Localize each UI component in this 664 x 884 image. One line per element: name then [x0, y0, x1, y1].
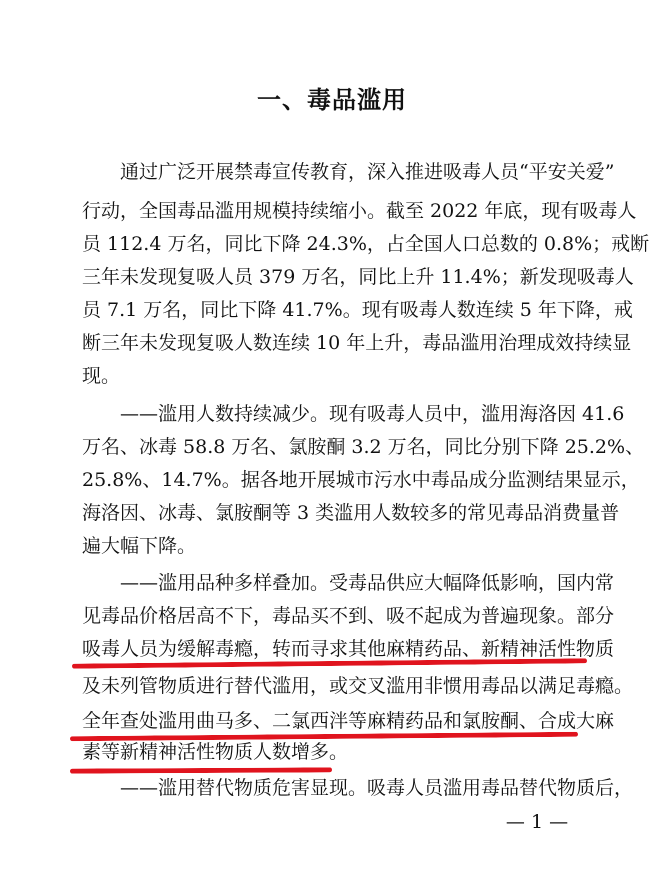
paragraph-1-line-7: 现。 [82, 365, 121, 387]
paragraph-2-line-2: 万名、冰毒 58.8 万名、氯胺酮 3.2 万名，同比分别下降 25.2%、 [82, 436, 645, 458]
paragraph-1-line-2: 行动，全国毒品滥用规模持续缩小。截至 2022 年底，现有吸毒人 [82, 200, 637, 222]
paragraph-3-line-4: 及未列管物质进行替代滥用，或交叉滥用非惯用毒品以满足毒瘾。 [82, 675, 634, 697]
paragraph-2-line-1: ——滥用人数持续减少。现有吸毒人员中，滥用海洛因 41.6 [120, 403, 625, 425]
paragraph-4-line-1: ——滥用替代物质危害显现。吸毒人员滥用毒品替代物质后， [120, 777, 634, 799]
paragraph-3-line-5: 全年查处滥用曲马多、二氯西泮等麻精药品和氯胺酮、合成大麻 [82, 710, 615, 732]
paragraph-1-line-5: 员 7.1 万名，同比下降 41.7%。现有吸毒人数连续 5 年下降，戒 [82, 299, 633, 321]
paragraph-1-line-4: 三年未发现复吸人员 379 万名，同比上升 11.4%；新发现吸毒人 [82, 266, 634, 288]
paragraph-3-line-3: 吸毒人员为缓解毒瘾，转而寻求其他麻精药品、新精神活性物质 [82, 638, 615, 660]
paragraph-1-line-3: 员 112.4 万名，同比下降 24.3%，占全国人口总数的 0.8%；戒断 [82, 233, 650, 255]
paragraph-2-line-5: 遍大幅下降。 [82, 535, 197, 557]
paragraph-3-line-2: 见毒品价格居高不下，毒品买不到、吸不起成为普遍现象。部分 [82, 605, 615, 627]
paragraph-1-line-6: 断三年未发现复吸人数连续 10 年上升，毒品滥用治理成效持续显 [82, 332, 632, 354]
paragraph-2-line-4: 海洛因、冰毒、氯胺酮等 3 类滥用人数较多的常见毒品消费量普 [82, 502, 620, 524]
section-title: 一、毒品滥用 [257, 86, 407, 114]
page-number: — 1 — [505, 811, 569, 833]
paragraph-2-line-3: 25.8%、14.7%。据各地开展城市污水中毒品成分监测结果显示， [82, 469, 640, 491]
paragraph-3-line-1: ——滥用品种多样叠加。受毒品供应大幅降低影响，国内常 [120, 572, 615, 594]
paragraph-1-line-1: 通过广泛开展禁毒宣传教育，深入推进吸毒人员“平安关爱” [120, 161, 615, 183]
paragraph-3-line-6: 素等新精神活性物质人数增多。 [82, 741, 349, 763]
